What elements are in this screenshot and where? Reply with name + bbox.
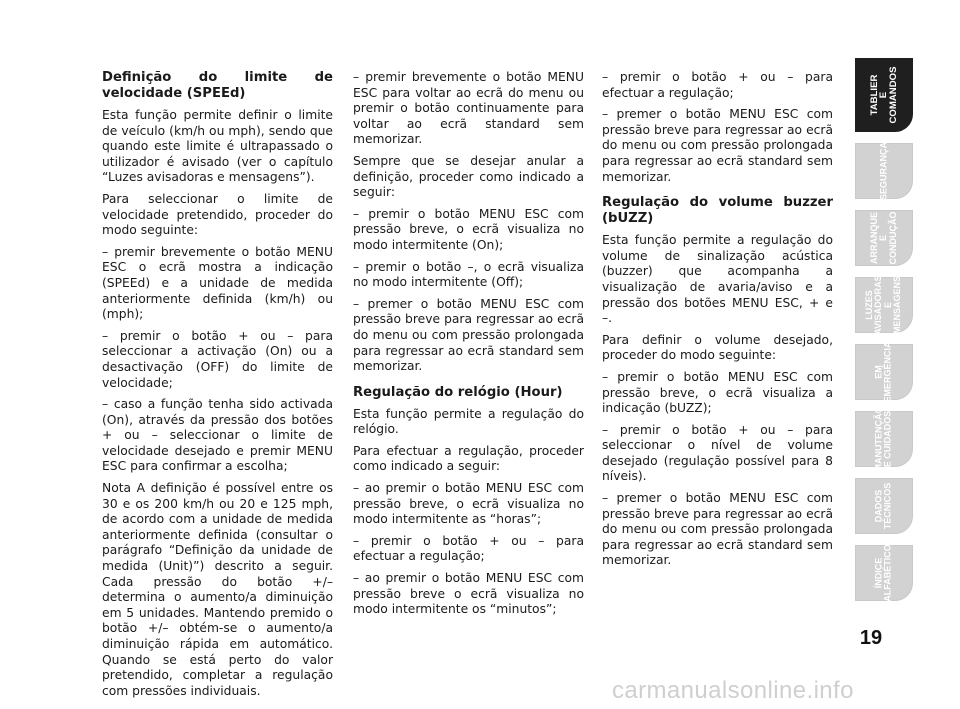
paragraph: Esta função permite definir o limite de veículo (km/h ou mph), sendo que quando este limite é ultrapassado o utilizador é avisado (ver o capítulo “Luzes avisadoras e mensagens”). [102,108,333,185]
paragraph: – premir brevemente o botão MENU ESC para voltar ao ecrã do menu ou premir o botão continuamente para voltar ao ecrã standard sem memorizar. [353,70,584,147]
section-heading-speed-limit: Definição do limite de velocidade (SPEEd) [102,70,333,101]
watermark: carmanualsonline.info [612,677,854,704]
tab-label: DADOS TÉCNICOS [873,482,893,530]
tab-luzes-avisadoras[interactable] [855,277,913,333]
paragraph: – premir o botão + ou – para seleccionar a activação (On) ou a desactivação (OFF) do limite de velocidade; [102,328,333,390]
paragraph: – premir o botão + ou – para efectuar a regulação; [602,70,833,100]
note-paragraph: Nota A definição é possível entre os 30 e os 200 km/h ou 20 e 125 mph, de acordo com a unidade de medida anteriormente definida (consultar o parágrafo “Definição da unidade de medida (Unit)”) descrito a seguir. Cada pressão do botão +/– determina o aumento/a diminuição em 5 unidades. Mantendo premido o botão +/– obtém-se o aumento/a diminuição rápida em automático. Quando se está perto do valor pretendido, completar a regulação com pressões individuais. [102,481,333,698]
section-heading-clock: Regulação do relógio (Hour) [353,384,563,400]
tab-indice-alfabetico[interactable] [855,545,913,601]
paragraph: – ao premir o botão MENU ESC com pressão breve o ecrã visualiza no modo intermitente os “minutos”; [353,571,584,617]
tab-label: SEGURANÇA [878,141,889,201]
tab-label: ÍNDICE ALFABÉTICO [873,544,893,602]
tab-label: LUZES AVISADORAS E MENSAGENS [864,275,903,335]
tab-tablier-e-comandos[interactable] [855,58,913,132]
paragraph: Esta função permite a regulação do volume de sinalização acústica (buzzer) que acompanha a visualização de avaria/aviso e a pressão dos botões MENU ESC, + e –. [602,233,833,326]
paragraph: – premer o botão MENU ESC com pressão breve para regressar ao ecrã do menu ou com pressão prolongada para regressar ao ecrã standard sem memorizar. [602,107,833,184]
tab-label: EM EMERGÊNCIA [873,341,893,403]
column-2 [353,70,584,624]
paragraph: Para efectuar a regulação, proceder como indicado a seguir: [353,443,584,474]
paragraph: – caso a função tenha sido activada (On), através da pressão dos botões + ou – seleccionar o limite de velocidade desejado e premir MENU ESC para confirmar a escolha; [102,397,333,474]
paragraph: Para definir o volume desejado, proceder do modo seguinte: [602,332,833,363]
paragraph: – premir o botão MENU ESC com pressão breve, o ecrã visualiza no modo intermitente (On); [353,206,584,252]
paragraph: – premer o botão MENU ESC com pressão breve para regressar ao ecrã do menu ou com pressão prolongada para regressar ao ecrã standard sem memorizar. [602,491,833,568]
column-3 [602,70,833,575]
tab-seguranca[interactable] [855,143,913,199]
tab-em-emergencia[interactable] [855,341,913,403]
paragraph: – premir o botão –, o ecrã visualiza no modo intermitente (Off); [353,259,584,290]
chapter-tabs [855,58,913,612]
section-heading-buzzer: Regulação do volume buzzer (bUZZ) [602,195,833,227]
tab-label: ARRANQUE E CONDUÇÃO [868,211,898,265]
paragraph: – premir o botão + ou – para efectuar a regulação; [353,533,584,564]
paragraph: – premir o botão MENU ESC com pressão breve, o ecrã visualiza a indicação (bUZZ); [602,369,833,416]
paragraph: – premer o botão MENU ESC com pressão breve para regressar ao ecrã do menu ou com pressão prolongada para regressar ao ecrã standard sem memorizar. [353,296,584,374]
tab-label: TABLIER E COMANDOS [868,66,899,124]
tab-manutencao-e-cuidados[interactable] [855,406,913,472]
paragraph: Esta função permite a regulação do relógio. [353,406,584,437]
tab-arranque-e-conducao[interactable] [855,210,913,266]
column-1 [102,70,333,705]
page-number: 19 [859,627,883,649]
tab-dados-tecnicos[interactable] [855,478,913,534]
tab-label: MANUTENÇÃO E CUIDADOS [873,406,893,472]
paragraph: Sempre que se desejar anular a definição, proceder como indicado a seguir: [353,153,584,200]
paragraph: Para seleccionar o limite de velocidade pretendido, proceder do modo seguinte: [102,191,333,238]
paragraph: – premir o botão + ou – para seleccionar o nível de volume desejado (regulação possível para 8 níveis). [602,422,833,484]
paragraph: – ao premir o botão MENU ESC com pressão breve, o ecrã visualiza no modo intermitente as “horas”; [353,481,584,527]
paragraph: – premir brevemente o botão MENU ESC o ecrã mostra a indicação (SPEEd) e a unidade de medida anteriormente definida (km/h) ou (mph); [102,244,333,322]
